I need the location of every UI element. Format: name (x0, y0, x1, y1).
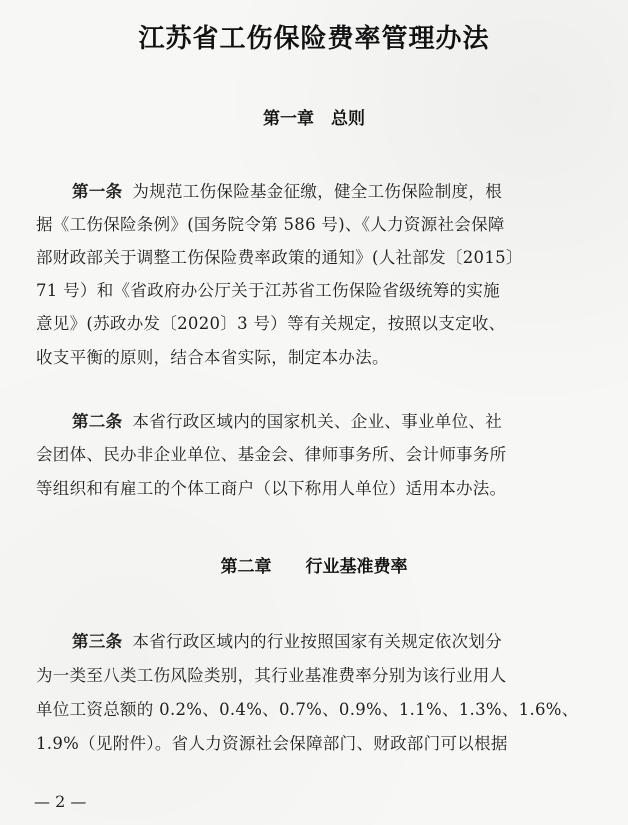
page-number: — 2 — (34, 792, 87, 811)
article-1-line-1: 为规范工伤保险基金征缴，健全工伤保险制度，根 (132, 182, 503, 201)
article-3-label: 第三条 (72, 632, 123, 651)
article-3-line-3: 单位工资总额的 0.2%、0.4%、0.7%、0.9%、1.1%、1.3%、1.6%、 (36, 700, 579, 719)
chapter-heading-1: 第一章 总则 (263, 109, 365, 129)
article-1-line-3: 部财政部关于调整工伤保险费率政策的通知》(人社部发〔2015〕 (36, 248, 523, 267)
article-3-line-2: 为一类至八类工伤风险类别，其行业基准费率分别为该行业用人 (36, 666, 507, 685)
article-2-line-2: 会团体、民办非企业单位、基金会、律师事务所、会计师事务所 (36, 445, 507, 464)
article-3-line-1: 本省行政区域内的行业按照国家有关规定依次划分 (132, 632, 503, 651)
article-2-line-1: 本省行政区域内的国家机关、企业、事业单位、社 (132, 412, 503, 431)
article-2-line-3: 等组织和有雇工的个体工商户（以下称用人单位）适用本办法。 (36, 479, 507, 498)
chapter-heading-2: 第二章 行业基准费率 (220, 557, 408, 577)
article-1-line-5: 意见》(苏政办发〔2020〕3 号）等有关规定，按照以支定收、 (36, 314, 506, 333)
article-1-line-2: 据《工伤保险条例》(国务院令第 586 号)、《人力资源社会保障 (36, 215, 505, 234)
article-3-first-line (72, 628, 596, 652)
article-1-first-line (72, 178, 596, 202)
article-3-line-4: 1.9%（见附件）。省人力资源社会保障部门、财政部门可以根据 (36, 734, 508, 753)
document-title: 江苏省工伤保险费率管理办法 (138, 24, 490, 54)
article-1-label: 第一条 (72, 182, 123, 201)
article-2-label: 第二条 (72, 412, 123, 431)
article-2-first-line (72, 408, 596, 432)
article-1-line-6: 收支平衡的原则，结合本省实际，制定本办法。 (36, 348, 389, 367)
article-1-line-4: 71 号）和《省政府办公厅关于江苏省工伤保险省级统筹的实施 (36, 281, 500, 300)
